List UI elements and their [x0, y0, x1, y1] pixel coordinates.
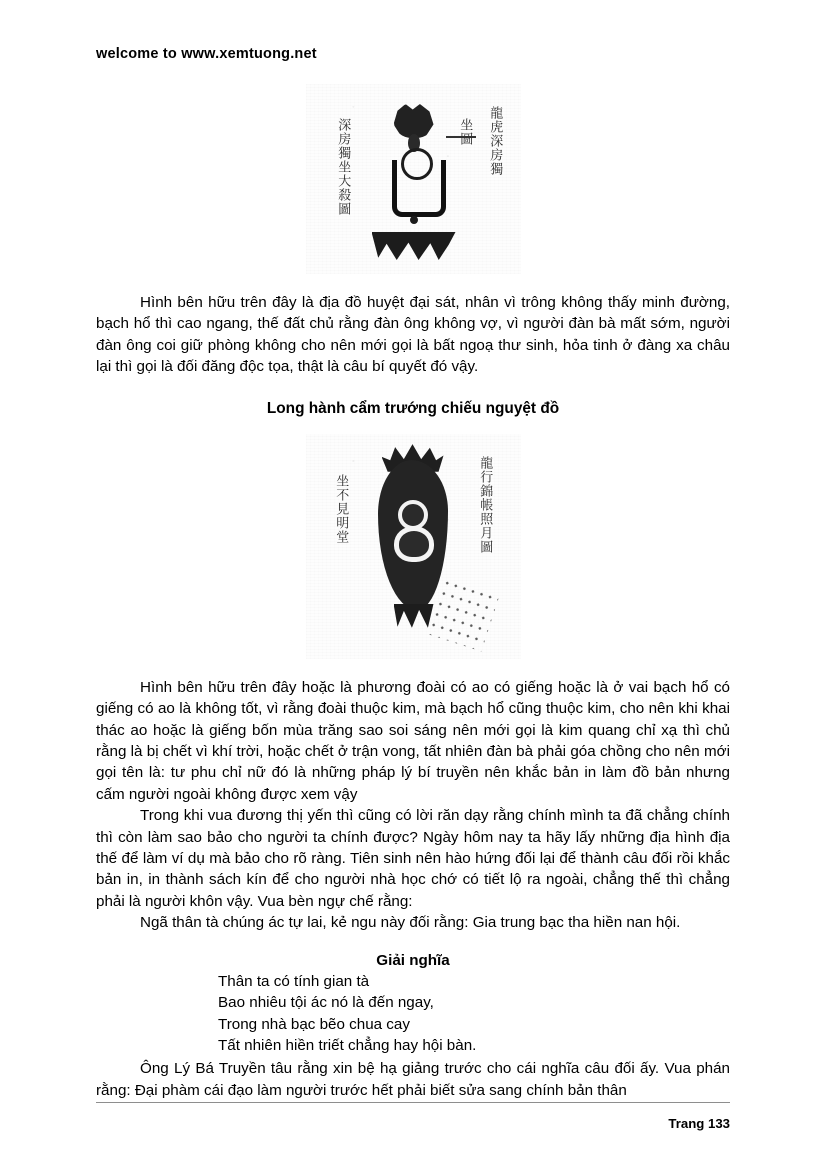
- figure-1-container: [96, 84, 730, 274]
- dia-do-huyet-dai-sat-figure: [306, 84, 521, 274]
- paragraph-1: Hình bên hữu trên đây là địa đồ huyệt đại sát, nhân vì trông không thấy minh đường, bạch hổ thì cao ngang, thế đất chủ rằng đàn ông không vợ, vì người đàn bà mất sớm, người đàn ông coi giữ phòng không cho nên mới gọi là bất ngoạ thư sinh, hỏa tinh ở đàng xa châu lại thì gọi là đối đăng độc tọa, thật là câu bí quyết đó vậy.: [96, 294, 730, 376]
- paragraph-5-block: [96, 1058, 730, 1101]
- footer-divider: [96, 1102, 730, 1103]
- paragraph-2-block: [96, 677, 730, 934]
- figure-1-caption-left: 深房獨坐大殺圖: [335, 118, 351, 216]
- paragraph-2: Hình bên hữu trên đây hoặc là phương đoài có ao có giếng hoặc là ở vai bạch hổ có giếng có ao là không tốt, vì rằng đoài thuộc kim, mà bạch hổ cũng thuộc kim, cho nên khi khai thác ao hoặc là giếng bốn mùa trăng sao soi sáng nên mới gọi là kim quang chỉ xạ thì chủ rằng là bị chết vì khí trời, hoặc chết ở trận vong, tất nhiên đàn bà phải góa chồng cho nên mới gọi tên là: tư phu chỉ nữ đó là những pháp lý bí truyền nên khắc bản in làm đồ bản nhưng cấm người ngoài không được xem vậy: [96, 678, 730, 803]
- verse-line-4: Tất nhiên hiền triết chẳng hay hội bàn.: [218, 1037, 477, 1055]
- figure-1-head-shape: [394, 104, 434, 138]
- long-hanh-cam-truong-chieu-nguyet-figure: [306, 434, 521, 659]
- verse-line-2: Bao nhiêu tội ác nó là đến ngay,: [218, 994, 434, 1012]
- figure-1-drawing: [384, 104, 444, 239]
- figure-2-heading: Long hành cẩm trướng chiếu nguyệt đồ: [266, 399, 560, 417]
- giai-nghia-heading: Giải nghĩa: [376, 951, 450, 969]
- verse-line-1: Thân ta có tính gian tà: [218, 972, 370, 990]
- figure-2-caption-right: 龍行錦帳照月圖: [477, 455, 493, 554]
- figure-2-lower-ring-shape: [394, 526, 434, 562]
- figure-1-dot-shape: [410, 216, 418, 224]
- paragraph-5: Ông Lý Bá Truyền tâu rằng xin bệ hạ giảng trước cho cái nghĩa câu đối ấy. Vua phán rằng: Đại phàm cái đạo làm người trước hết phải biết sửa sang chính bản thân: [96, 1060, 730, 1099]
- paragraph-3: Trong khi vua đương thị yến thì cũng có lời răn dạy rằng chính mình ta đã chẳng chính thì còn làm sao bảo cho người ta chính được? Ngày hôm nay ta hãy lấy những địa hình địa thế để làm ví dụ mà bảo cho rõ ràng. Tiên sinh nên hào hứng đối lại để thành câu đối rồi khắc bản in, in thành sách kín để cho người nhà học chớ có tiết lộ ra ngoài, chẳng thế thì chẳng phải là người khôn vậy. Vua bèn ngự chế rằng:: [96, 807, 730, 910]
- verse-line-3: Trong nhà bạc bẽo chua cay: [218, 1015, 410, 1033]
- paragraph-4: Ngã thân tà chúng ác tự lai, kẻ ngu này đối rằng: Gia trung bạc tha hiền nan hội.: [140, 914, 681, 932]
- page-header-note: welcome to www.xemtuong.net: [96, 46, 317, 62]
- figure-2-container: [96, 434, 730, 659]
- figure-1-caption-center: 坐圖: [457, 118, 473, 146]
- verse-block: [96, 971, 730, 1057]
- paragraph-1-block: [96, 292, 730, 378]
- figure-2-caption-left: 坐不見明堂: [333, 473, 349, 544]
- figure-1-caption-right: 龍虎深房獨: [487, 106, 503, 176]
- footer-page-number: Trang 133: [668, 1116, 730, 1131]
- figure-1-u-shape: [392, 160, 446, 217]
